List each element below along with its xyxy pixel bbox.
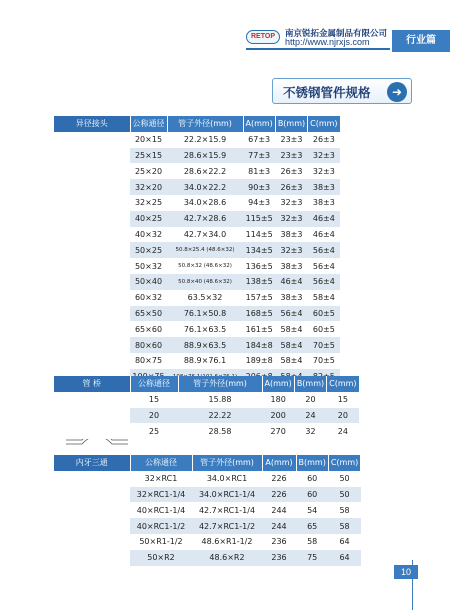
image-column-cell (54, 423, 130, 439)
image-column-cell (54, 353, 130, 369)
section-tab: 行业篇 (392, 30, 450, 52)
table-cell: 32×RC1 (130, 471, 192, 487)
table-cell: 25×20 (130, 163, 167, 179)
page-title-bar (272, 78, 412, 104)
page-header (0, 0, 450, 52)
table-cell: 48.6×R1-1/2 (192, 534, 262, 550)
table-cell: 50×40 (130, 274, 167, 290)
table-cell: 25×15 (130, 148, 167, 164)
table-cell: 46±4 (308, 227, 340, 243)
col-header: 管子外径(mm) (178, 376, 262, 392)
table-cell: 200 (262, 408, 294, 424)
table-cell: 94±3 (243, 195, 275, 211)
image-column-cell (54, 550, 130, 566)
table-cell: 56±4 (308, 258, 340, 274)
table-cell: 20×15 (130, 132, 167, 148)
table-cell: 88.9×63.5 (167, 337, 243, 353)
table-cell: 26±3 (275, 179, 307, 195)
table-row (54, 550, 361, 566)
table-cell: 50×32 (130, 258, 167, 274)
table-row (54, 306, 340, 322)
table-cell: 64 (328, 550, 360, 566)
col-header: B(mm) (296, 455, 328, 471)
table-cell: 65 (296, 518, 328, 534)
col-header: 管子外径(mm) (167, 116, 243, 132)
reducer-table-body (54, 132, 340, 401)
table-cell: 26±3 (275, 163, 307, 179)
table-cell: 40×RC1-1/4 (130, 502, 192, 518)
table-cell: 32±3 (275, 242, 307, 258)
table-row (54, 408, 359, 424)
image-column-cell (54, 337, 130, 353)
table-cell: 32×RC1-1/4 (130, 487, 192, 503)
table-cell: 56±4 (275, 306, 307, 322)
col-header: B(mm) (294, 376, 326, 392)
table-cell: 50.8×25.4 (48.6×32) (167, 242, 243, 258)
table-cell: 270 (262, 423, 294, 439)
table-cell: 81±3 (243, 163, 275, 179)
company-name: 南京锐拓金属制品有限公司 (285, 29, 388, 39)
table-cell: 60±5 (308, 306, 340, 322)
table-cell: 50×25 (130, 242, 167, 258)
table-cell: 115±5 (243, 211, 275, 227)
table-cell: 60±5 (308, 321, 340, 337)
table-cell: 20 (327, 408, 359, 424)
table-cell: 28.6×22.2 (167, 163, 243, 179)
table-cell: 70±5 (308, 353, 340, 369)
table-row (54, 423, 359, 439)
table-cell: 32±3 (275, 211, 307, 227)
table-cell: 22.2×15.9 (167, 132, 243, 148)
bridge-spec-table (54, 376, 360, 439)
reducer-spec-table (54, 116, 341, 400)
table-row (54, 392, 359, 408)
table-cell: 42.7×RC1-1/4 (192, 502, 262, 518)
table-row (54, 179, 340, 195)
table-cell: 138±5 (243, 274, 275, 290)
table-cell: 15 (130, 392, 178, 408)
table-cell: 50 (328, 471, 360, 487)
table-cell: 34.0×22.2 (167, 179, 243, 195)
col-header: 公称通径 (130, 455, 192, 471)
table-cell: 58 (328, 518, 360, 534)
image-column-cell (54, 132, 130, 148)
table-cell: 38±3 (275, 258, 307, 274)
table-cell: 77±3 (243, 148, 275, 164)
table-row (54, 471, 361, 487)
table-cell: 20 (130, 408, 178, 424)
table-cell: 22.22 (178, 408, 262, 424)
table-cell: 42.7×28.6 (167, 211, 243, 227)
table-cell: 67±3 (243, 132, 275, 148)
image-column-cell (54, 306, 130, 322)
table-cell: 50×R1-1/2 (130, 534, 192, 550)
col-header: A(mm) (243, 116, 275, 132)
table-cell: 24 (294, 408, 326, 424)
table-cell: 76.1×63.5 (167, 321, 243, 337)
arrow-left-icon: ➜ (387, 82, 407, 102)
table-cell: 90±3 (243, 179, 275, 195)
table-cell: 88.9×76.1 (167, 353, 243, 369)
table-cell: 28.58 (178, 423, 262, 439)
table-cell: 80×60 (130, 337, 167, 353)
table-cell: 244 (262, 502, 296, 518)
table-row (54, 487, 361, 503)
table-cell: 42.7×34.0 (167, 227, 243, 243)
table-cell: 38±3 (308, 195, 340, 211)
table-cell: 60×32 (130, 290, 167, 306)
table-cell: 58±4 (275, 321, 307, 337)
table-cell: 60 (296, 487, 328, 503)
image-column-cell (54, 471, 130, 487)
table-row (54, 242, 340, 258)
table-row (54, 258, 340, 274)
image-column-cell (54, 179, 130, 195)
col-header: 公称通径 (130, 376, 178, 392)
table-cell: 184±8 (243, 337, 275, 353)
table-cell: 60 (296, 471, 328, 487)
col-header: 公称通径 (130, 116, 167, 132)
image-column-cell (54, 408, 130, 424)
table-row (54, 195, 340, 211)
table-label: 管 桥 (54, 376, 130, 392)
table-row (54, 274, 340, 290)
table-cell: 136±5 (243, 258, 275, 274)
col-header: C(mm) (327, 376, 359, 392)
table-cell: 168±5 (243, 306, 275, 322)
table-cell: 65×50 (130, 306, 167, 322)
table-cell: 48.6×R2 (192, 550, 262, 566)
table-cell: 28.6×15.9 (167, 148, 243, 164)
table-row (54, 227, 340, 243)
table-cell: 236 (262, 534, 296, 550)
table-cell: 58 (296, 534, 328, 550)
table-cell: 42.7×RC1-1/2 (192, 518, 262, 534)
table-cell: 189±8 (243, 353, 275, 369)
image-column-cell (54, 392, 130, 408)
table-row (54, 337, 340, 353)
table-cell: 63.5×32 (167, 290, 243, 306)
table-row (54, 148, 340, 164)
table-cell: 32±3 (308, 163, 340, 179)
image-column-cell (54, 211, 130, 227)
table-cell: 50.8×40 (48.6×32) (167, 274, 243, 290)
table-cell: 40×RC1-1/2 (130, 518, 192, 534)
table-cell: 24 (327, 423, 359, 439)
table-cell: 50 (328, 487, 360, 503)
table-row (54, 502, 361, 518)
table-cell: 244 (262, 518, 296, 534)
table-cell: 58±4 (275, 353, 307, 369)
col-header: C(mm) (328, 455, 360, 471)
table-cell: 54 (296, 502, 328, 518)
col-header: A(mm) (262, 455, 296, 471)
table-cell: 34.0×RC1-1/4 (192, 487, 262, 503)
table-row (54, 534, 361, 550)
table-cell: 134±5 (243, 242, 275, 258)
table-cell: 75 (296, 550, 328, 566)
table-cell: 20 (294, 392, 326, 408)
table-cell: 32±3 (275, 195, 307, 211)
table-cell: 70±5 (308, 337, 340, 353)
table-cell: 161±5 (243, 321, 275, 337)
table-cell: 56±4 (308, 242, 340, 258)
table-cell: 38±3 (308, 179, 340, 195)
company-url[interactable]: http://www.njrxjs.com (285, 37, 370, 47)
table-row (54, 518, 361, 534)
table-cell: 40×25 (130, 211, 167, 227)
image-column-cell (54, 148, 130, 164)
page-title: 不锈钢管件规格 (283, 85, 371, 100)
table-cell: 64 (328, 534, 360, 550)
table-row (54, 132, 340, 148)
table-cell: 65×60 (130, 321, 167, 337)
col-header: 管子外径(mm) (192, 455, 262, 471)
image-column-cell (54, 487, 130, 503)
table-cell: 226 (262, 487, 296, 503)
table-row (54, 353, 340, 369)
table-row (54, 290, 340, 306)
image-column-cell (54, 321, 130, 337)
table-cell: 25 (130, 423, 178, 439)
table-cell: 23±3 (275, 148, 307, 164)
image-column-cell (54, 163, 130, 179)
image-column-cell (54, 227, 130, 243)
table-cell: 58 (328, 502, 360, 518)
table-cell: 114±5 (243, 227, 275, 243)
page-number: 10 (394, 565, 418, 579)
table-cell: 226 (262, 471, 296, 487)
table-row (54, 211, 340, 227)
image-column-cell (54, 518, 130, 534)
table-cell: 180 (262, 392, 294, 408)
table-cell: 32±3 (308, 148, 340, 164)
table-label: 内牙三通 (54, 455, 130, 471)
table-cell: 50×R2 (130, 550, 192, 566)
table-cell: 26±3 (308, 132, 340, 148)
company-logo: RETOP (246, 30, 280, 44)
table-row (54, 163, 340, 179)
table-row (54, 321, 340, 337)
table-cell: 58±4 (275, 337, 307, 353)
table-cell: 46±4 (275, 274, 307, 290)
col-header: C(mm) (308, 116, 340, 132)
table-cell: 34.0×RC1 (192, 471, 262, 487)
col-header: A(mm) (262, 376, 294, 392)
table-label: 异径接头 (54, 116, 130, 132)
bridge-table-body (54, 392, 359, 439)
table-cell: 56±4 (308, 274, 340, 290)
table-cell: 32×25 (130, 195, 167, 211)
image-column-cell (54, 502, 130, 518)
table-cell: 76.1×50.8 (167, 306, 243, 322)
table-cell: 32×20 (130, 179, 167, 195)
table-cell: 38±3 (275, 227, 307, 243)
female-tee-spec-table (54, 455, 361, 566)
image-column-cell (54, 274, 130, 290)
table-cell: 15.88 (178, 392, 262, 408)
table-cell: 157±5 (243, 290, 275, 306)
table-cell: 236 (262, 550, 296, 566)
header-divider (246, 48, 390, 50)
image-column-cell (54, 195, 130, 211)
col-header: B(mm) (275, 116, 307, 132)
table-cell: 32 (294, 423, 326, 439)
image-column-cell (54, 258, 130, 274)
table-cell: 15 (327, 392, 359, 408)
image-column-cell (54, 242, 130, 258)
table-cell: 80×75 (130, 353, 167, 369)
table-cell: 58±4 (308, 290, 340, 306)
table-cell: 40×32 (130, 227, 167, 243)
table-cell: 23±3 (275, 132, 307, 148)
table-cell: 50.8×32 (48.6×32) (167, 258, 243, 274)
table-cell: 46±4 (308, 211, 340, 227)
table-cell: 34.0×28.6 (167, 195, 243, 211)
image-column-cell (54, 534, 130, 550)
female-tee-table-body (54, 471, 361, 566)
image-column-cell (54, 290, 130, 306)
table-cell: 38±3 (275, 290, 307, 306)
